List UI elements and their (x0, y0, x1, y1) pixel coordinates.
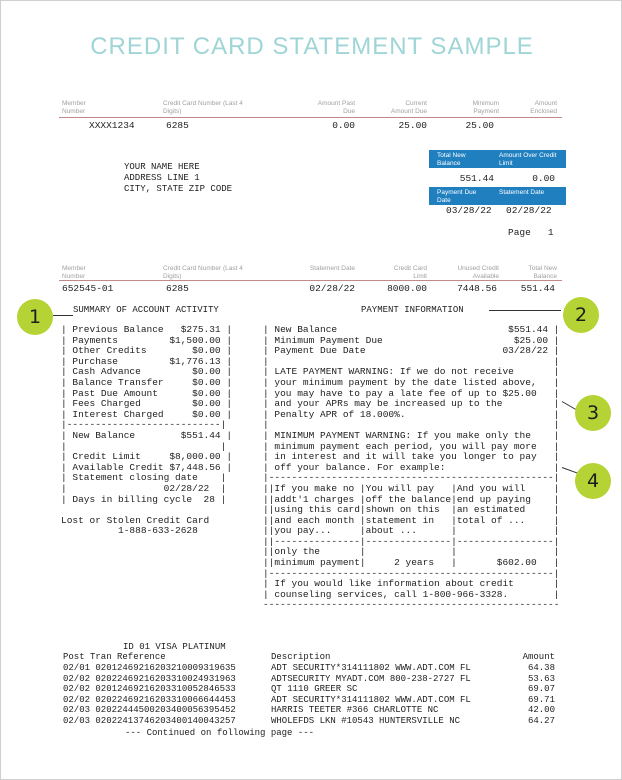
tran-desc: QT 1110 GREER SC (271, 684, 358, 695)
tran-desc: ADT SECURITY*314111802 WWW.ADT.COM FL (271, 694, 471, 705)
total-balance-value-2: 551.44 (520, 283, 555, 294)
tran-desc: ADT SECURITY*314111802 WWW.ADT.COM FL (271, 663, 471, 673)
past-due-value: 0.00 (332, 120, 355, 131)
table-row (63, 674, 557, 685)
tran-desc: WHOLEFDS LKN #10543 HUNTERSVILLE NC (271, 715, 461, 726)
payment-information: | New Balance $551.44 | | Minimum Payment Due $25.00 | | Payment Due Date 03/28/22 | | | | LATE PAYMENT WARNING: If we do not receive | | your minimum payment by the date listed above, | | you may have to pay a late fee of up to $25.00 | | and your APRs may be increased up to the | | Penalty APR of 18.000%. | | | | MINIMUM PAYMENT WARNING: If you make only the | | minimum payment each period, you will pay more | | in interest and it will take you longer to pay | | off your balance. For example: | |--------------------------------------------------| ||If you make no |You will pay |And you will | ||addt'1 charges |off the balance|end up paying | ||using this card|shown on this |an estimated | ||and each month |statement in |total of ... | ||you pay... |about ... | | ||---------------|---------------|-----------------| ||only the | | | ||minimum payment| 2 years | $602.00 | |--------------------------------------------------| | If you would like information about credit | | counseling services, call 1-800-966-3328. | ---------------------------------------------------- (263, 324, 560, 611)
total-balance-label: Total New Balance (437, 152, 466, 167)
address-line1: ADDRESS LINE 1 (124, 173, 200, 183)
summary-title: SUMMARY OF ACCOUNT ACTIVITY (73, 305, 219, 315)
member-number-label: Member Number (62, 100, 86, 115)
callout-1-badge: 1 (17, 299, 53, 335)
current-due-value: 25.00 (398, 120, 427, 131)
tran-ref: 02/01 02012469216203210009319635 (63, 663, 236, 673)
account-summary: | Previous Balance $275.31 | | Payments $1,500.00 | | Other Credits $0.00 | | Purchase $1,776.13 | | Cash Advance $0.00 | | Balance Transfer $0.00 | | Past Due Amount $0.00 | | Fees Charged $0.00 | | Interest Charged $0.00 | |---------------------------| | New Balance $551.44 | | | | Credit Limit $8,000.00 | | Available Credit $7,448.56 | | Statement closing date | | 02/28/22 | | Days in billing cycle 28 | Lost or Stolen Credit Card 1-888-633-2628 (61, 324, 233, 537)
table-row (63, 663, 557, 674)
card-number-value: 6285 (166, 120, 189, 131)
transaction-list (63, 663, 557, 727)
payment-info-title: PAYMENT INFORMATION (361, 305, 464, 315)
second-header-rule (59, 280, 562, 281)
table-row (63, 695, 557, 706)
tran-amount: 64.27 (527, 715, 555, 726)
member-number-value-2: 652545-01 (62, 283, 114, 294)
statement-date-value: 02/28/22 (506, 205, 552, 216)
amount-header: Amount (522, 652, 555, 662)
due-date-value: 03/28/22 (446, 205, 492, 216)
due-date-label: Payment Due Date (437, 189, 477, 204)
tran-desc: ADTSECURITY MYADT.COM 800-238-2727 FL (271, 673, 471, 684)
minimum-payment-label: Minimum Payment (472, 100, 499, 115)
address-city: CITY, STATE ZIP CODE (124, 184, 233, 194)
tran-amount: 64.38 (527, 663, 555, 673)
unused-credit-label: Unused Credit Available (457, 265, 499, 280)
table-row (63, 716, 557, 727)
tran-ref: 02/02 02012469216203310052846533 (63, 684, 236, 695)
page-number: Page 1 (508, 227, 554, 238)
statement-date-label: Statement Date (499, 189, 545, 196)
tran-amount: 69.71 (527, 694, 555, 705)
dates-header-box (429, 187, 566, 205)
tran-ref: 02/03 02022413746203400140043257 (63, 715, 236, 726)
minimum-payment-value: 25.00 (465, 120, 494, 131)
callout-2-pointer (489, 310, 561, 311)
amount-enclosed-label: Amount Enclosed (530, 100, 557, 115)
page-title: CREDIT CARD STATEMENT SAMPLE (90, 33, 534, 60)
past-due-label: Amount Past Due (317, 100, 355, 115)
callout-1-pointer (53, 315, 73, 316)
card-product-title: ID 01 VISA PLATINUM (123, 642, 226, 652)
over-limit-value: 0.00 (532, 173, 555, 184)
mailing-address (124, 162, 232, 195)
address-name: YOUR NAME HERE (124, 162, 200, 172)
card-number-label: Credit Card Number (Last 4 Digits) (163, 100, 243, 115)
tran-ref: 02/03 02022444500203400056395452 (63, 705, 236, 716)
unused-credit-value: 7448.56 (457, 283, 497, 294)
total-balance-label-2: Total New Balance (528, 265, 557, 280)
tran-ref-header: Post Tran Reference (63, 652, 166, 662)
member-number-value: XXXX1234 (89, 120, 135, 131)
table-row (63, 705, 557, 716)
tran-ref: 02/02 02022469216203310024931963 (63, 673, 236, 684)
tran-amount: 53.63 (527, 673, 555, 684)
credit-limit-label: Credit Card Limit (393, 265, 427, 280)
statement-date-value-2: 02/28/22 (309, 283, 355, 294)
description-header: Description (271, 652, 331, 662)
callout-3-badge: 3 (575, 395, 611, 431)
card-number-value-2: 6285 (166, 283, 189, 294)
callout-4-badge: 4 (575, 463, 611, 499)
continued-note: --- Continued on following page --- (125, 728, 315, 738)
tran-ref: 02/02 02022469216203310066644453 (63, 694, 236, 705)
current-due-label: Current Amount Due (390, 100, 427, 115)
credit-limit-value: 8000.00 (387, 283, 427, 294)
table-row (63, 684, 557, 695)
tran-desc: HARRIS TEETER #366 CHARLOTTE NC (271, 705, 439, 716)
tran-amount: 42.00 (527, 705, 555, 716)
balance-header-box (429, 150, 566, 168)
tran-amount: 69.07 (527, 684, 555, 695)
header-rule (59, 117, 562, 118)
callout-2-badge: 2 (563, 297, 599, 333)
member-number-label-2: Member Number (62, 265, 86, 280)
total-balance-value: 551.44 (459, 173, 494, 184)
over-limit-label: Amount Over Credit Limit (499, 152, 557, 167)
statement-date-label-2: Statement Date (309, 265, 355, 272)
card-number-label-2: Credit Card Number (Last 4 Digits) (163, 265, 243, 280)
